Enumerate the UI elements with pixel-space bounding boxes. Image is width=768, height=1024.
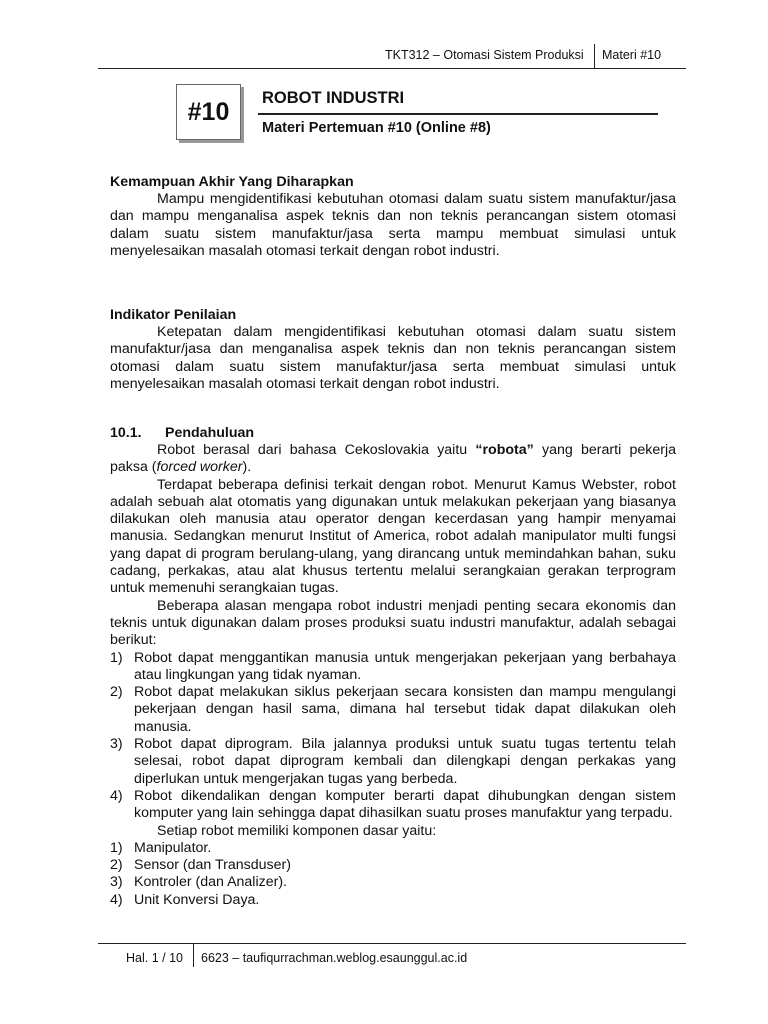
section-introduction-body xyxy=(110,442,676,909)
list-number: 4) xyxy=(110,891,123,908)
list-item xyxy=(110,892,676,909)
components-list xyxy=(110,840,676,909)
list-item xyxy=(110,857,676,874)
list-text: Robot dapat diprogram. Bila jalannya produksi untuk suatu tugas tertentu telah selesai, robot dapat diprogram kembali dan dilengkapi dengan perkakas yang diperlukan untuk mengerjakan tugas yang berbeda. xyxy=(134,736,676,787)
text: ). xyxy=(242,459,252,476)
list-item xyxy=(110,788,676,823)
list-number: 4) xyxy=(110,787,123,804)
list-text: Unit Konversi Daya. xyxy=(134,891,260,908)
paragraph-definitions: Terdapat beberapa definisi terkait dengan robot. Menurut Kamus Webster, robot adalah sebuah alat otomatis yang digunakan untuk melakukan pekerjaan yang biasanya dilakukan oleh manusia atau operator dengan kecerdasan yang hampir menyamai manusia. Sedangkan menurut Institut of America, robot adalah manipulator multi fungsi yang dapat di program berulang-ulang, yang dirancang untuk memindahkan bahan, suku cadang, perkakas, atau alat khusus tertentu melalui serangkaian gerakan terprogram untuk memenuhi serangkaian tugas. xyxy=(110,476,676,597)
list-text: Robot dikendalikan dengan komputer berarti dapat dihubungkan dengan sistem komputer yang lain sehingga dapat dihasilkan suatu proses manufaktur yang terpadu. xyxy=(134,787,676,822)
chapter-title: ROBOT INDUSTRI xyxy=(262,89,405,107)
list-item xyxy=(110,840,676,857)
list-text: Robot dapat menggantikan manusia untuk mengerjakan pekerjaan yang berbahaya atau lingkungan yang tidak nyaman. xyxy=(134,649,676,683)
footer-divider xyxy=(193,943,194,967)
list-number: 3) xyxy=(110,874,123,891)
list-item xyxy=(110,650,676,685)
reasons-list xyxy=(110,650,676,823)
header-divider xyxy=(594,44,595,68)
list-number: 3) xyxy=(110,736,123,753)
list-number: 1) xyxy=(110,649,123,666)
list-number: 1) xyxy=(110,839,123,856)
section-learning-outcome-text xyxy=(110,191,676,260)
footer-source: 6623 – taufiqurrachman.weblog.esaunggul.ac.id xyxy=(201,951,468,965)
list-text: Sensor (dan Transduser) xyxy=(134,857,291,874)
list-text: Robot dapat melakukan siklus pekerjaan secara konsisten dan mampu mengulangi pekerjaan dengan hasil sama, dimana hal tersebut tidak dapat dilakukan oleh manusia. xyxy=(134,684,676,735)
list-item xyxy=(110,874,676,891)
footer-page: Hal. 1 / 10 xyxy=(126,951,183,965)
section-heading-learning-outcome: Kemampuan Akhir Yang Diharapkan xyxy=(110,174,354,190)
paragraph: Mampu mengidentifikasi kebutuhan otomasi dalam suatu sistem manufaktur/jasa dan mampu menganalisa aspek teknis dan non teknis perancangan sistem otomasi dalam suatu sistem manufaktur/jasa serta mampu membuat simulasi untuk menyelesaikan masalah otomasi terkait dengan robot industri. xyxy=(110,191,676,259)
list-text: Kontroler (dan Analizer). xyxy=(134,874,287,891)
header-course: TKT312 – Otomasi Sistem Produksi xyxy=(385,48,584,62)
term-robota: “robota” xyxy=(475,442,534,458)
list-number: 2) xyxy=(110,857,123,874)
section-heading-introduction: Pendahuluan xyxy=(165,425,255,441)
paragraph: Ketepatan dalam mengidentifikasi kebutuhan otomasi dalam suatu sistem manufaktur/jasa dan menganalisa aspek teknis dan non teknis perancangan sistem otomasi dalam suatu sistem manufaktur/jasa serta membuat simulasi untuk menyelesaikan masalah otomasi terkait dengan robot industri. xyxy=(110,324,676,392)
paragraph-origin xyxy=(110,442,676,477)
footer-rule xyxy=(98,943,686,944)
list-number: 2) xyxy=(110,684,123,701)
section-number: 10.1. xyxy=(110,425,142,441)
text: yang berarti pekerja paksa ( xyxy=(110,442,676,476)
chapter-number-box: #10 xyxy=(176,84,241,140)
paragraph-components-intro: Setiap robot memiliki komponen dasar yaitu: xyxy=(157,822,437,839)
header-material: Materi #10 xyxy=(602,48,662,62)
header-rule xyxy=(98,68,686,69)
chapter-title-rule xyxy=(258,113,658,115)
chapter-subtitle: Materi Pertemuan #10 (Online #8) xyxy=(262,120,491,136)
paragraph-reasons-intro: Beberapa alasan mengapa robot industri menjadi penting secara ekonomis dan teknis untuk digunakan dalam proses produksi suatu industri manufaktur, adalah sebagai berikut: xyxy=(110,597,676,649)
section-assessment-text xyxy=(110,324,676,393)
list-item xyxy=(110,684,676,736)
list-text: Manipulator. xyxy=(134,839,212,856)
list-item xyxy=(110,736,676,788)
section-heading-assessment: Indikator Penilaian xyxy=(110,307,237,323)
text: Robot berasal dari bahasa Cekoslovakia yaitu xyxy=(157,442,476,458)
term-forced-worker: forced worker xyxy=(156,459,243,476)
